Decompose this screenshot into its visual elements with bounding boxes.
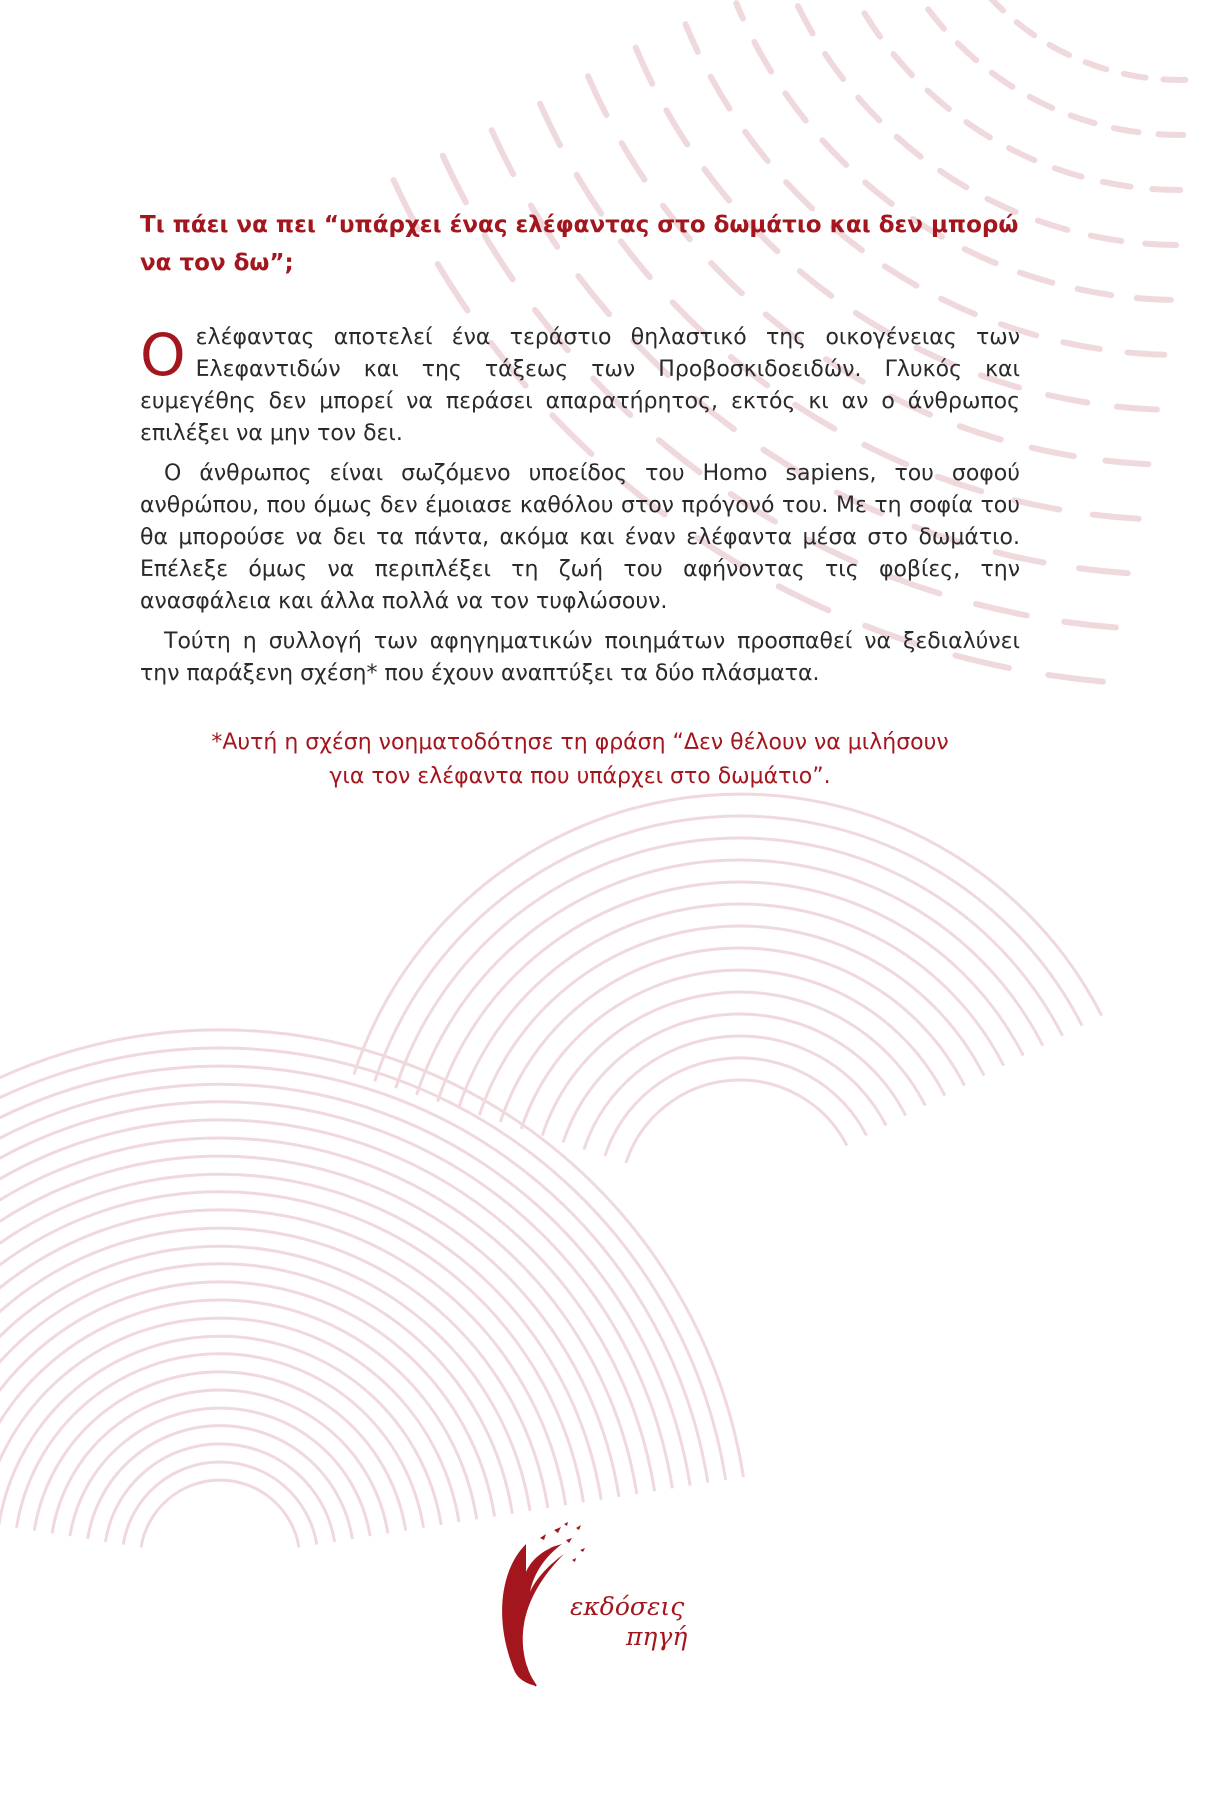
pattern-arc-top xyxy=(838,0,1180,190)
publisher-logo xyxy=(480,1520,760,1690)
pattern-arc-middle xyxy=(354,794,1102,1074)
paragraph-1 xyxy=(140,322,1020,450)
paragraph-3: Τούτη η συλλογή των αφηγηματικών ποιημάτων προσπαθεί να ξεδιαλύνει την παράξενη σχέση* που έχουν αναπτύξει τα δύο πλάσματα. xyxy=(140,629,1020,686)
pattern-arc-middle xyxy=(626,1080,847,1163)
pattern-arc-bottom xyxy=(17,1354,424,1528)
pattern-arc-middle xyxy=(521,970,945,1129)
pattern-arc-top xyxy=(940,0,1186,80)
pattern-arc-top xyxy=(889,0,1184,135)
paragraph-1-text: ελέφαντας αποτελεί ένα τεράστιο θηλαστικό της οικογένειας των Ελεφαντιδών και της τάξεως των Προβοσκιδοειδών. Γλυκός και ευμεγέθης δεν μπορεί να περάσει απαρατήρητος, εκτός κι αν ο άνθρωπος επιλέξει να μην τον δει. xyxy=(140,325,1020,446)
pattern-arc-middle xyxy=(479,926,984,1115)
footnote-line-2: για τον ελέφαντα που υπάρχει στο δωμάτιο”. xyxy=(329,764,831,789)
publisher-name-line-2: πηγή xyxy=(626,1622,688,1651)
pattern-arc-middle xyxy=(605,1058,867,1156)
footnote-line-1: *Αυτή η σχέση νοηματοδότησε τη φράση “Δεν θέλουν να μιλήσουν xyxy=(211,730,949,755)
drop-cap: Ο xyxy=(140,321,186,389)
heading: Τι πάει να πει “υπάρχει ένας ελέφαντας στο δωμάτιο και δεν μπορώ να τον δω”; xyxy=(140,212,1019,276)
paragraph-2: Ο άνθρωπος είναι σωζόμενο υποείδος του Homo sapiens, του σοφού ανθρώπου, που όμως δεν έμοιασε καθόλου στον πρόγονό του. Με τη σοφία του θα μπορούσε να δει τα πάντα, ακόμα και έναν ελέφαντα μέσα στο δωμάτιο. Επέλεξε όμως να περιπλέξει τη ζωή του αφήνοντας τις φοβίες, την ανασφάλεια και άλλα πολλά να τον τυφλώσουν. xyxy=(140,461,1020,614)
pattern-arc-bottom xyxy=(105,1444,334,1542)
publisher-name xyxy=(570,1592,687,1652)
pattern-arc-middle xyxy=(459,904,1004,1108)
footnote xyxy=(140,726,1020,794)
pattern-arc-bottom xyxy=(0,1336,441,1525)
text-content xyxy=(140,206,1020,794)
body-text xyxy=(140,322,1020,690)
pattern-arc-bottom xyxy=(141,1480,299,1547)
pattern-arc-bottom xyxy=(123,1462,317,1545)
publisher-name-line-1: εκδόσεις xyxy=(570,1592,685,1621)
